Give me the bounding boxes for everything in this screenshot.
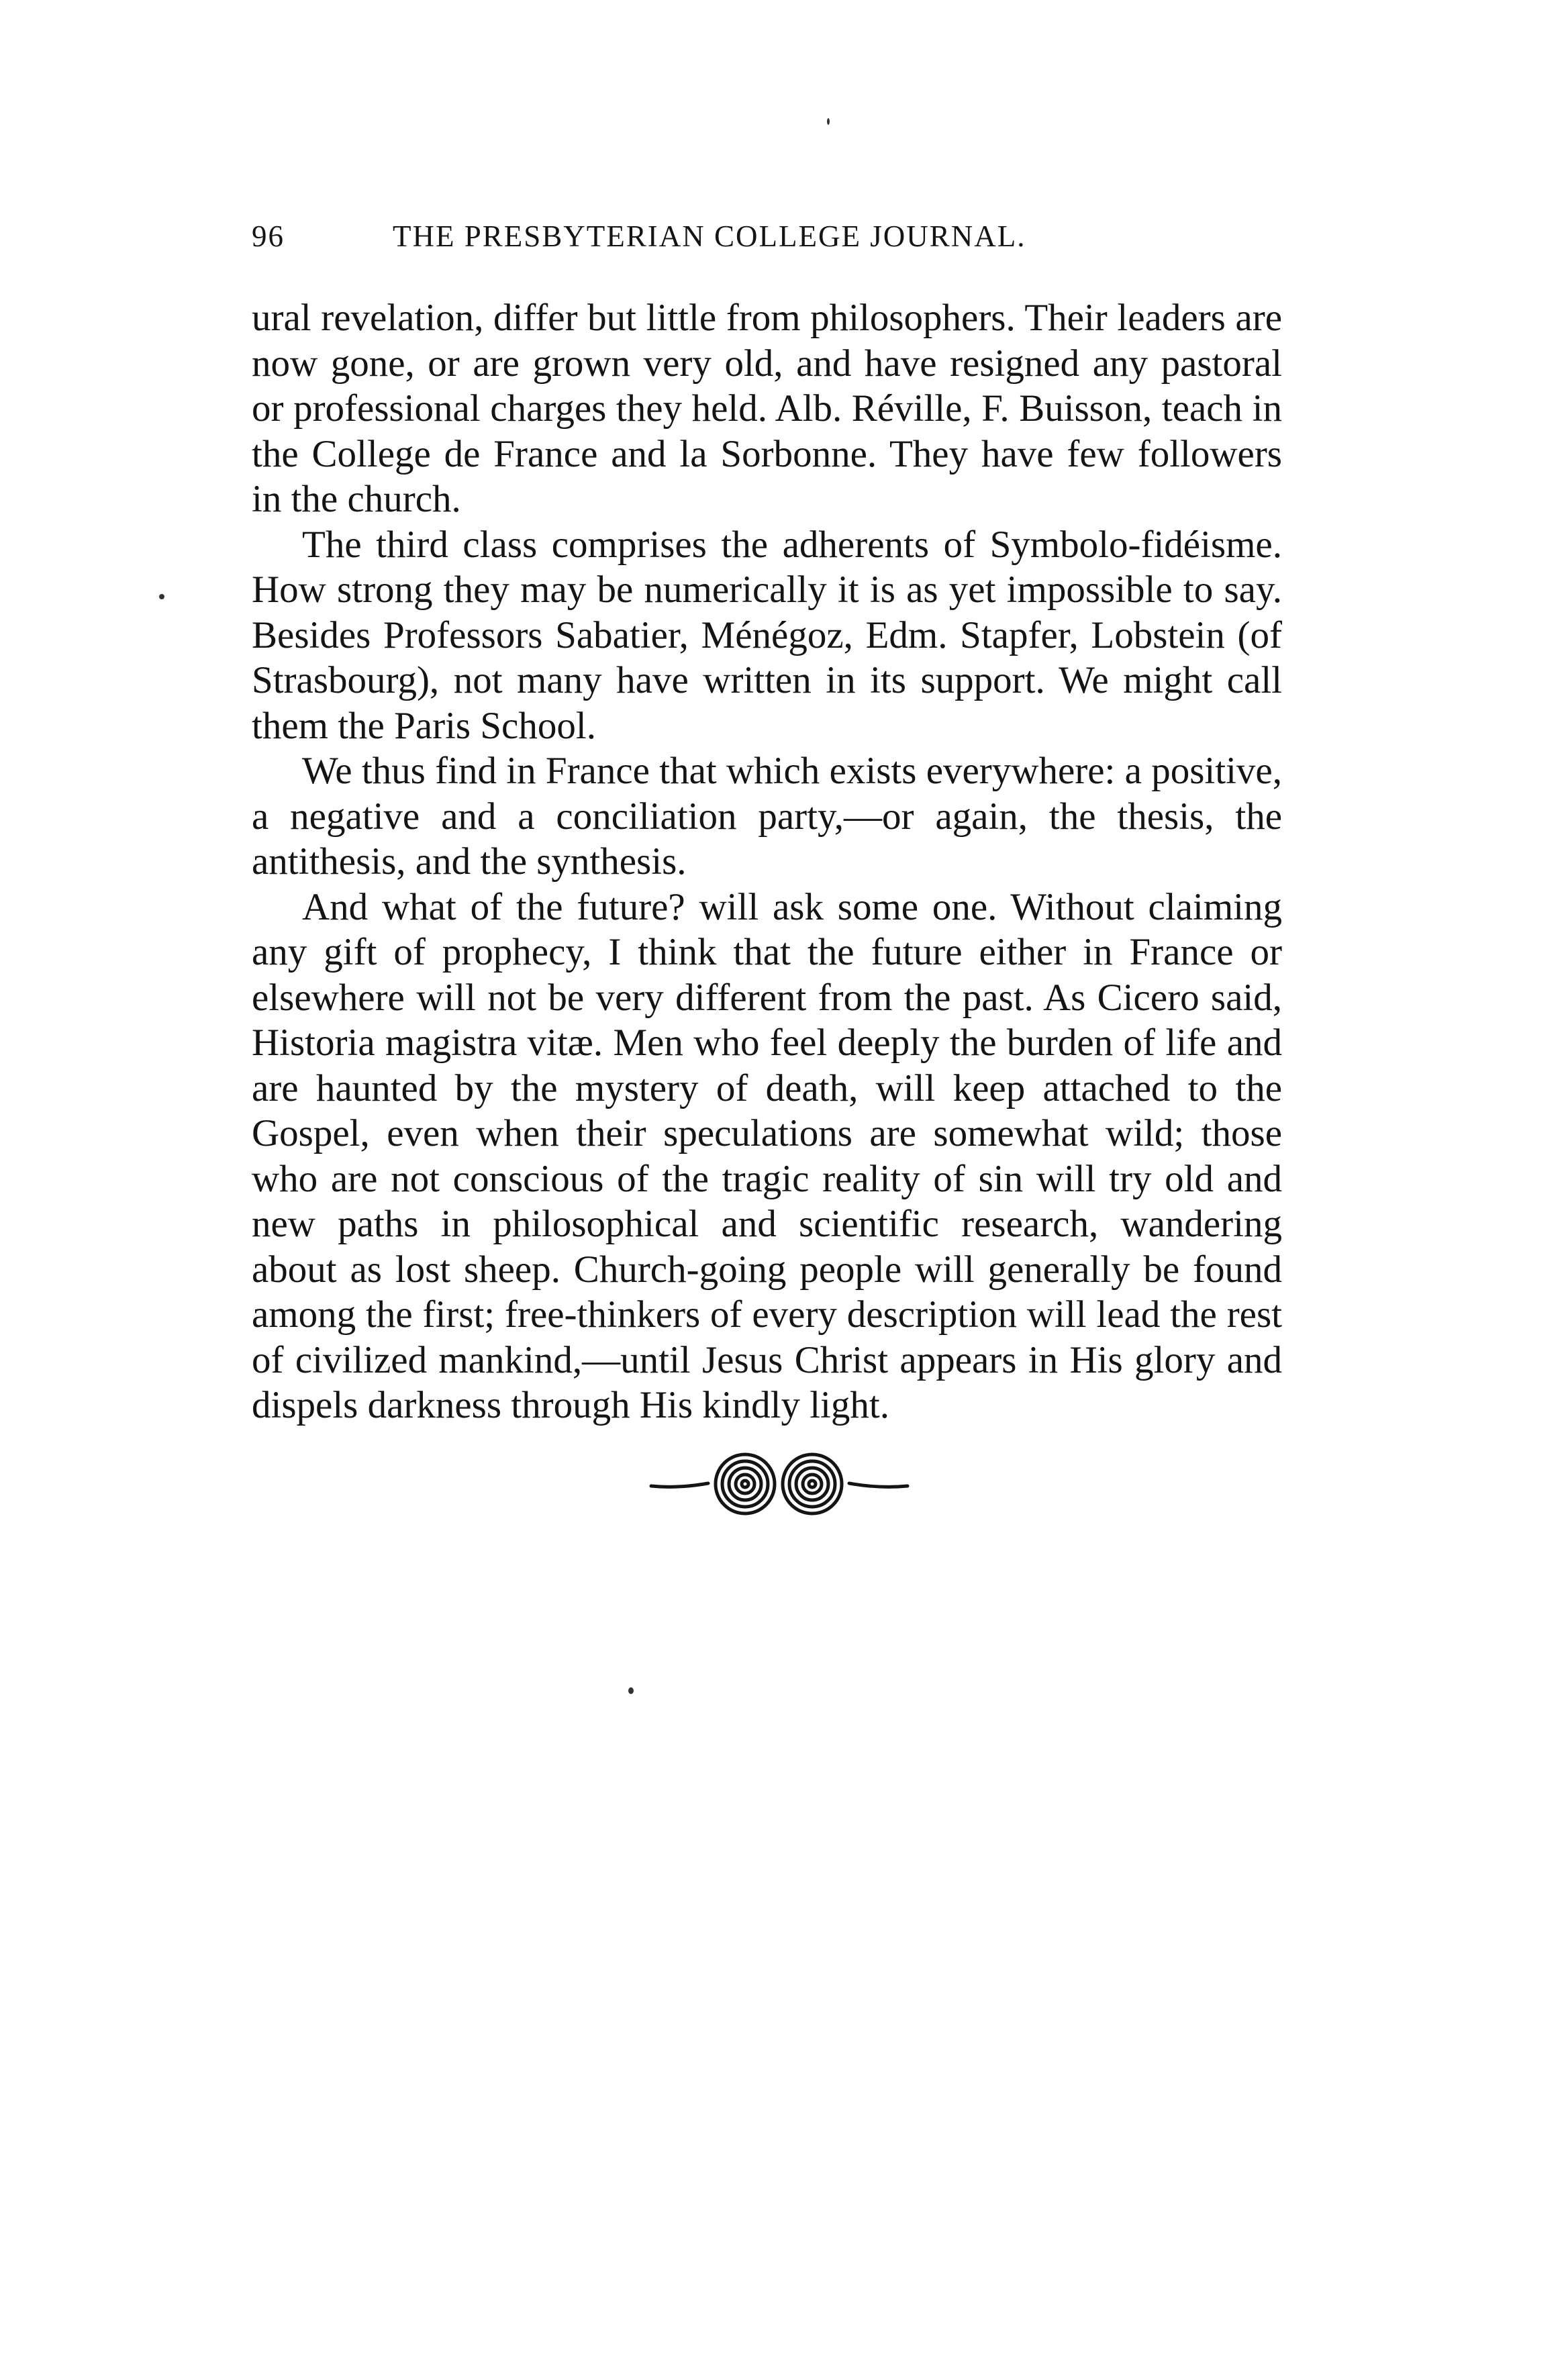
paragraph-continuation: ural revelation, differ but little from philosophers. Their leaders are now gone, or are grown very old, and have resigned any pastoral or professional charges they held. Alb. Réville, F. Buisson, teach in the College de France and la Sorbonne. They have few followers in the church. (252, 297, 1282, 520)
page-number: 96 (252, 219, 285, 253)
page-header (252, 219, 1185, 266)
print-speck (159, 594, 164, 599)
article-body (252, 295, 1282, 1428)
paragraph-third-class: The third class comprises the adherents of Symbolo-fidéisme. How strong they may be numerically it is as yet impossible to say. Besides Professors Sabatier, Ménégoz, Edm. Stapfer, Lobstein (of Strasbourg), not many have written in its support. We might call them the Paris School. (252, 523, 1282, 747)
paragraph-future: And what of the future? will ask some one. Without claiming any gift of prophecy, I think that the future either in France or elsewhere will not be very different from the past. As Cicero said, Historia magistra vitæ. Men who feel deeply the burden of life and are haunted by the mystery of death, will keep attached to the Gospel, even when their speculations are somewhat wild; those who are not conscious of the tragic reality of sin will try old and new paths in philosophical and scientific research, wandering about as lost sheep. Church-going people will generally be found among the first; free-thinkers of every description will lead the rest of civilized mankind,—until Jesus Christ appears in His glory and dispels darkness through His kindly light. (252, 885, 1282, 1426)
double-spiral-ornament-icon (644, 1447, 913, 1521)
paragraph-parties: We thus find in France that which exists everywhere: a positive, a negative and a conciliation party,—or again, the thesis, the antithesis, and the synthesis. (252, 750, 1282, 883)
print-speck (827, 118, 830, 125)
running-title: THE PRESBYTERIAN COLLEGE JOURNAL. (393, 219, 1026, 253)
print-speck (628, 1687, 634, 1694)
